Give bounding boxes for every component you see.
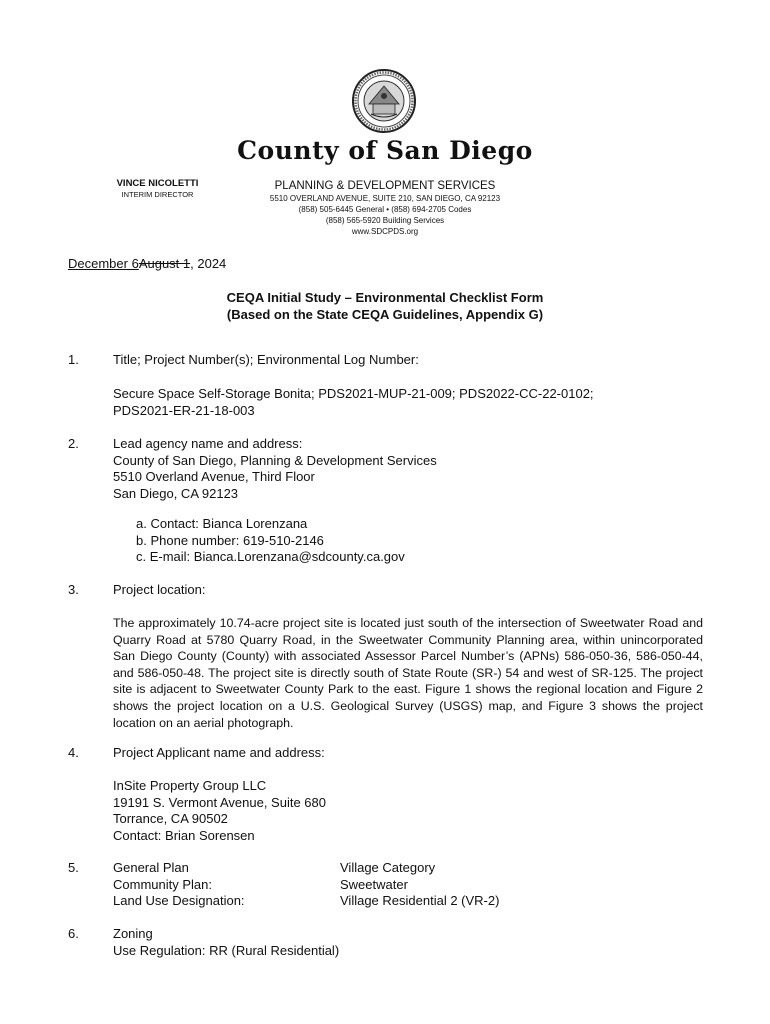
zoning-block: [113, 926, 703, 959]
date-deleted: August 1: [138, 256, 191, 271]
form-title-line2: (Based on the State CEQA Guidelines, Appendix G): [226, 307, 544, 322]
item-line: 19191 S. Vermont Avenue, Suite 680: [113, 794, 326, 810]
item-line: PDS2021-ER-21-18-003: [113, 402, 255, 418]
item-line: Secure Space Self-Storage Bonita; PDS2021-MUP-21-009; PDS2022-CC-22-0102;: [113, 386, 594, 401]
plan-value: Village Residential 2 (VR-2): [340, 893, 500, 909]
item-line: Contact: Brian Sorensen: [113, 827, 255, 843]
item-heading: Project location:: [113, 582, 206, 597]
item-number: 5.: [68, 860, 79, 875]
department-address: 5510 OVERLAND AVENUE, SUITE 210, SAN DIEGO, CA 92123: [269, 194, 501, 203]
item-number: 4.: [68, 745, 79, 760]
item-line: Torrance, CA 90502: [113, 811, 228, 827]
item-heading: Title; Project Number(s); Environmental Log Number:: [113, 352, 419, 367]
contact-item: a. Contact: Bianca Lorenzana: [136, 516, 308, 531]
department-block: [230, 179, 540, 237]
form-title-line1: CEQA Initial Study – Environmental Checklist Form: [226, 290, 544, 305]
item-heading: Zoning: [113, 926, 153, 941]
item-line: San Diego, CA 92123: [113, 485, 239, 501]
item-number: 6.: [68, 926, 79, 941]
item-block: [113, 436, 703, 502]
item-lines: [113, 386, 703, 419]
document-date: [68, 256, 226, 271]
applicant-address: [113, 778, 703, 844]
director-title: INTERIM DIRECTOR: [121, 190, 194, 199]
contact-list: [136, 516, 405, 566]
plan-values: [340, 860, 499, 910]
item-line: InSite Property Group LLC: [113, 778, 267, 793]
item-line: County of San Diego, Planning & Development Services: [113, 452, 437, 468]
date-rest: , 2024: [190, 256, 227, 271]
department-website: www.SDCPDS.org: [351, 227, 419, 236]
project-location-paragraph: The approximately 10.74-acre project site is located just south of the intersection of Sweetwater Road and Quarry Road at 5780 Quarry Road, in the Sweetwater Community Planning area, within unincorporated San Diego County (County) with associated Assessor Parcel Number’s (APNs) 586-050-36, 586-050-44, and 586-050-48. The project site is directly south of State Route (SR-) 54 and west of SR-125. The project site is adjacent to Sweetwater County Park to the east. Figure 1 shows the regional location and Figure 2 shows the project location on a U.S. Geological Survey (USGS) map, and Figure 3 shows the project location on an aerial photograph.: [113, 616, 703, 730]
form-title: [0, 289, 770, 323]
item-heading: Project Applicant name and address:: [113, 745, 325, 760]
contact-item: b. Phone number: 619-510-2146: [136, 532, 324, 548]
department-name: PLANNING & DEVELOPMENT SERVICES: [274, 180, 496, 192]
contact-item: c. E-mail: Bianca.Lorenzana@sdcounty.ca.gov: [136, 549, 405, 565]
plan-label: General Plan: [113, 860, 189, 875]
plan-value: Sweetwater: [340, 876, 408, 892]
department-phones: (858) 505-6445 General • (858) 694-2705 Codes: [298, 205, 472, 214]
date-inserted: December 6: [68, 256, 139, 271]
plan-label: Community Plan:: [113, 876, 212, 892]
county-name: County of San Diego: [237, 136, 533, 165]
department-building: (858) 565-5920 Building Services: [325, 216, 445, 225]
director-block: [100, 178, 215, 199]
plan-value: Village Category: [340, 860, 436, 875]
plan-labels: [113, 860, 333, 910]
item-line: Use Regulation: RR (Rural Residential): [113, 942, 340, 958]
item-number: 3.: [68, 582, 79, 597]
item-line: 5510 Overland Avenue, Third Floor: [113, 469, 315, 485]
director-name: VINCE NICOLETTI: [116, 178, 199, 189]
item-heading: Lead agency name and address:: [113, 436, 303, 451]
county-seal-icon: [351, 68, 417, 134]
item-number: 1.: [68, 352, 79, 367]
item-number: 2.: [68, 436, 79, 451]
plan-label: Land Use Designation:: [113, 893, 245, 909]
